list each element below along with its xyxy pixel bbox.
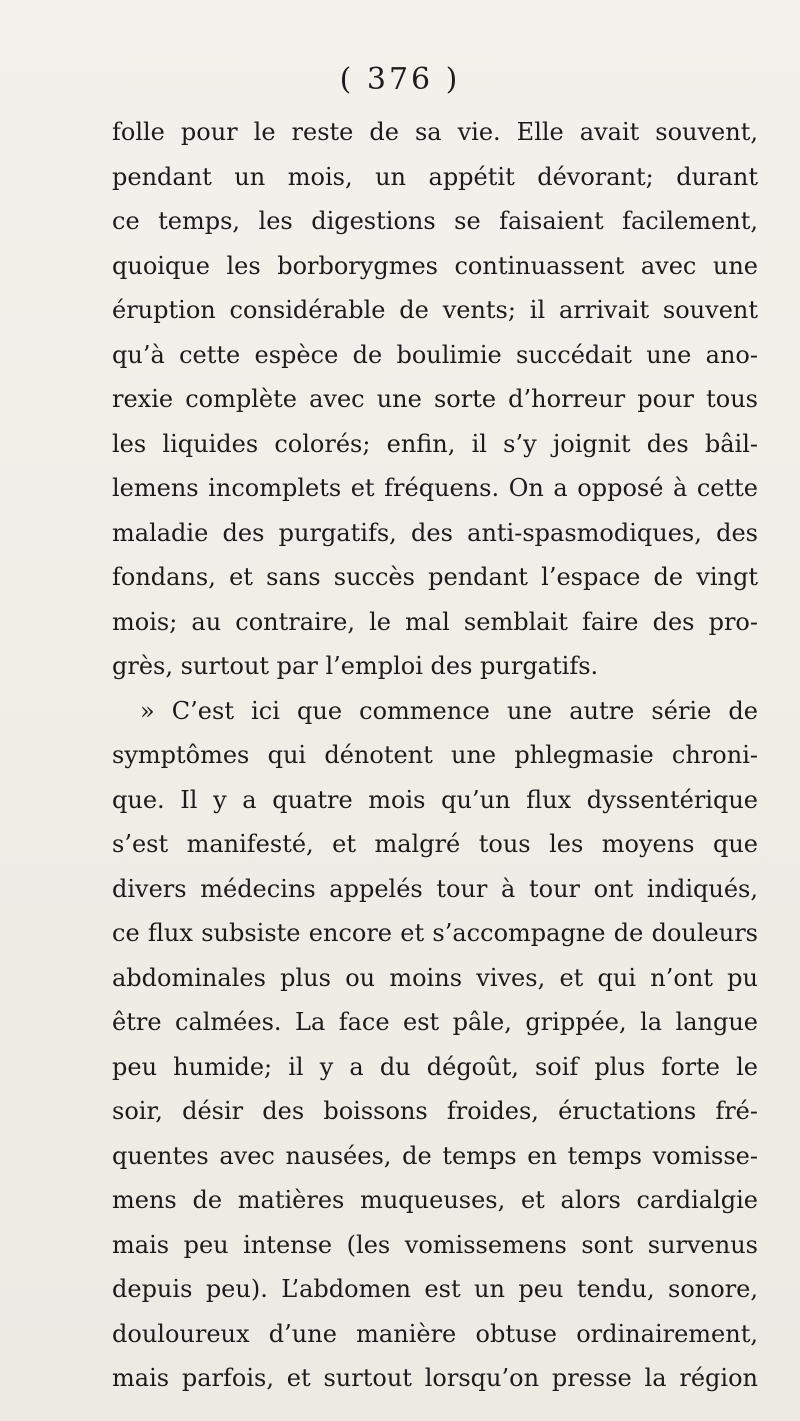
page-number: ( 376 ) bbox=[339, 62, 461, 97]
text-line: quentes avec nausées, de temps en temps vomisse- bbox=[112, 1141, 758, 1170]
text-line: les liquides colorés; enfin, il s’y joignit des bâil- bbox=[112, 429, 758, 458]
text-line: symptômes qui dénotent une phlegmasie chroni- bbox=[112, 741, 758, 769]
text-line: maladie des purgatifs, des anti-spasmodiques, des bbox=[112, 518, 758, 547]
text-line: fondans, et sans succès pendant l’espace de vingt bbox=[112, 563, 758, 591]
text-line: être calmées. La face est pâle, grippée, la langue bbox=[112, 1008, 758, 1036]
text-line: éruption considérable de vents; il arrivait souvent bbox=[112, 296, 758, 324]
text-line: peu humide; il y a du dégoût, soif plus forte le bbox=[112, 1052, 758, 1081]
text-line: depuis peu). L’abdomen est un peu tendu, sonore, bbox=[112, 1275, 758, 1303]
text-line: abdominales plus ou moins vives, et qui n’ont pu bbox=[112, 963, 758, 992]
text-line: pendant un mois, un appétit dévorant; durant bbox=[112, 162, 758, 191]
text-line: mais parfois, et surtout lorsqu’on presse la région bbox=[112, 1364, 758, 1392]
body-text bbox=[112, 110, 758, 1401]
text-line: divers médecins appelés tour à tour ont indiqués, bbox=[112, 874, 758, 903]
paragraph-end-line: grès, surtout par l’emploi des purgatifs. bbox=[112, 652, 599, 680]
text-line: quoique les borborygmes continuassent avec une bbox=[112, 251, 758, 280]
text-line: mais peu intense (les vomissemens sont survenus bbox=[112, 1230, 758, 1259]
text-line: ce temps, les digestions se faisaient facilement, bbox=[112, 207, 758, 235]
text-line: que. Il y a quatre mois qu’un flux dyssentérique bbox=[112, 785, 758, 814]
paragraph-start-line: » C’est ici que commence une autre série de bbox=[140, 696, 758, 725]
text-line: mens de matières muqueuses, et alors cardialgie bbox=[112, 1186, 758, 1214]
text-line: s’est manifesté, et malgré tous les moyens que bbox=[112, 830, 758, 858]
text-line: qu’à cette espèce de boulimie succédait une ano- bbox=[112, 340, 758, 369]
text-line: lemens incomplets et fréquens. On a opposé à cette bbox=[112, 474, 758, 502]
text-line: ce flux subsiste encore et s’accompagne de douleurs bbox=[112, 919, 758, 947]
text-line: rexie complète avec une sorte d’horreur pour tous bbox=[112, 385, 758, 413]
text-line: douloureux d’une manière obtuse ordinairement, bbox=[112, 1319, 758, 1348]
text-line: soir, désir des boissons froides, éructations fré- bbox=[112, 1097, 758, 1125]
text-line: folle pour le reste de sa vie. Elle avait souvent, bbox=[112, 118, 758, 146]
text-line: mois; au contraire, le mal semblait faire des pro- bbox=[112, 607, 758, 636]
